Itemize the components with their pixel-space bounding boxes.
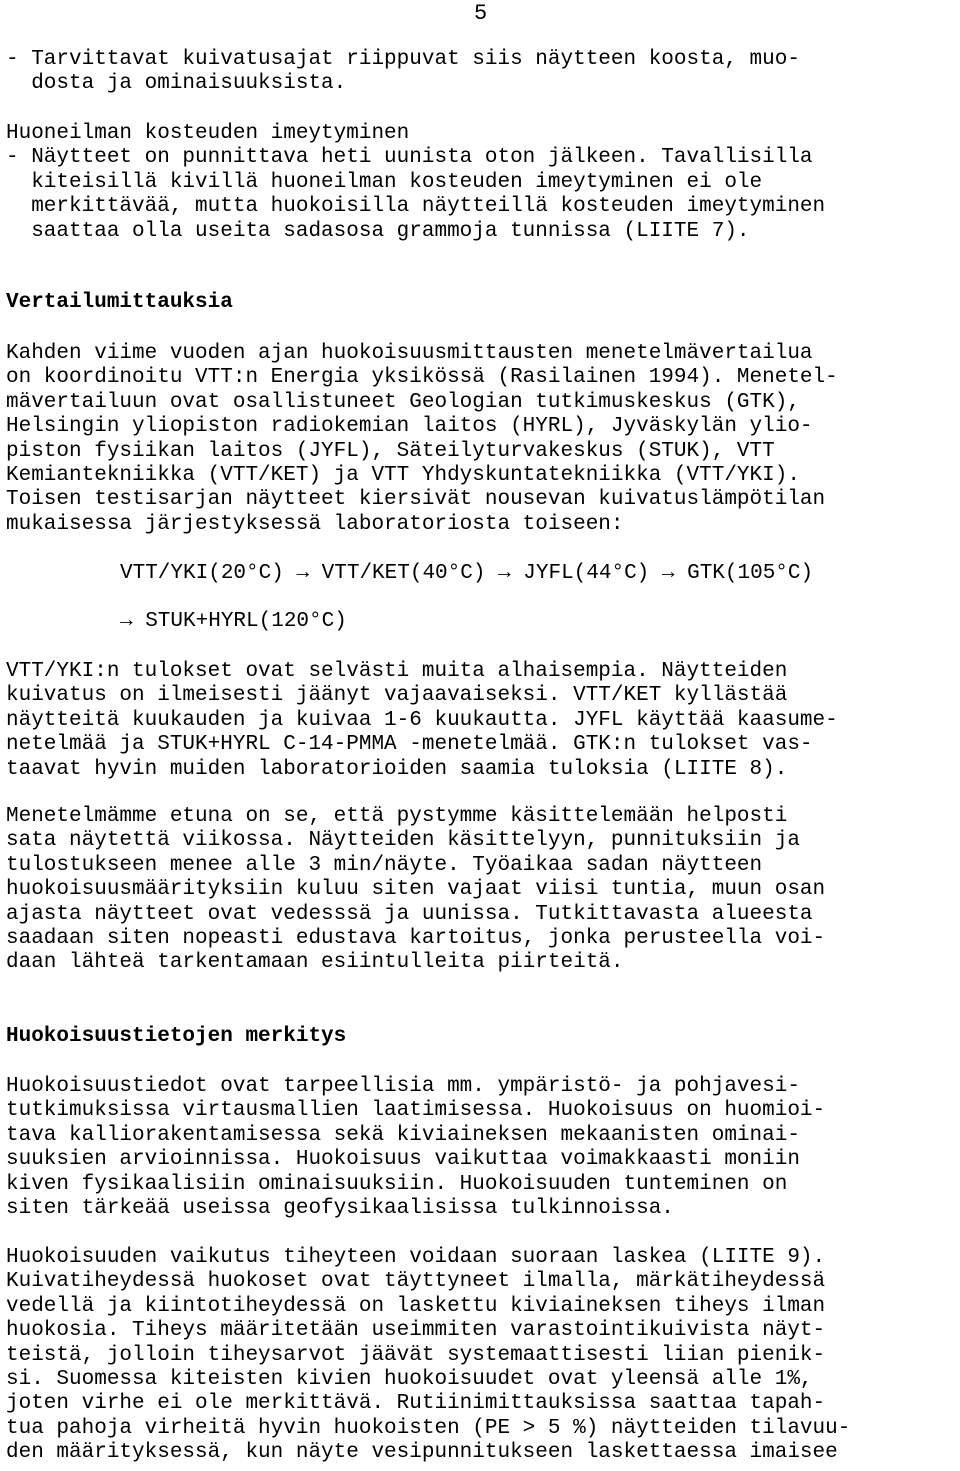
text-line: tava kalliorakentamisessa sekä kiviaineksen mekaanisten ominai-	[6, 1123, 800, 1147]
lab-order-flow	[6, 562, 956, 586]
significance-paragraph	[6, 1075, 956, 1221]
text-line: kiven fysikaalisiin ominaisuuksiin. Huokoisuuden tunteminen on	[6, 1172, 788, 1196]
text-line: joten virhe ei ole merkittävä. Rutiinimittauksissa saattaa tapah-	[6, 1392, 826, 1416]
text-line: - Tarvittavat kuivatusajat riippuvat siis näytteen koosta, muo-	[6, 48, 800, 71]
page-number: 5	[474, 1, 488, 26]
density-paragraph	[6, 1246, 956, 1466]
flow-line-2: → STUK+HYRL(120°C)	[120, 610, 347, 633]
text-line: taavat hyvin muiden laboratorioiden saamia tuloksia (LIITE 8).	[6, 757, 788, 781]
text-line: tutkimuksissa virtausmallien laatimisessa. Huokoisuus on huomioi-	[6, 1099, 826, 1123]
humidity-absorption-section	[6, 122, 956, 244]
text-line: on koordinoitu VTT:n Energia yksikössä (Rasilainen 1994). Menetel-	[6, 366, 838, 390]
text-line: mävertailuun ovat osallistuneet Geologian tutkimuskeskus (GTK),	[6, 390, 800, 414]
text-line: vedellä ja kiintotiheydessä on laskettu kiviaineksen tiheys ilman	[6, 1294, 826, 1318]
text-line: si. Suomessa kiteisten kivien huokoisuudet ovat yleensä alle 1%,	[6, 1367, 813, 1391]
text-line: Menetelmämme etuna on se, että pystymme käsittelemään helposti	[6, 805, 788, 828]
section-heading-significance	[6, 1025, 956, 1049]
drying-note	[6, 48, 956, 97]
text-line: suuksien arvioinnissa. Huokoisuus vaikuttaa voimakkaasti moniin	[6, 1148, 800, 1172]
flow-line-1: VTT/YKI(20°C) → VTT/KET(40°C) → JYFL(44°C) → GTK(105°C)	[120, 562, 814, 585]
comparison-paragraph	[6, 342, 956, 537]
text-line: siten tärkeää useissa geofysikaalisissa tulkinnoissa.	[6, 1196, 674, 1220]
subheading: Huoneilman kosteuden imeytyminen	[6, 122, 410, 145]
text-line: huokoisuusmäärityksiin kuluu siten vajaat viisi tuntia, muun osan	[6, 878, 826, 902]
text-line: Helsingin yliopiston radiokemian laitos (HYRL), Jyväskylän ylio-	[6, 415, 813, 439]
text-line: piston fysiikan laitos (JYFL), Säteilyturvakeskus (STUK), VTT	[6, 439, 775, 463]
text-line: sata näytettä viikossa. Näytteiden käsittelyyn, punnituksiin ja	[6, 829, 800, 853]
lab-order-flow-continued	[6, 610, 956, 634]
text-line: ajasta näytteet ovat vedesssä ja uunissa. Tutkittavasta alueesta	[6, 902, 813, 926]
text-line: Kahden viime vuoden ajan huokoisuusmittausten menetelmävertailua	[6, 342, 813, 365]
text-line: Kemiantekniikka (VTT/KET) ja VTT Yhdyskuntatekniikka (VTT/YKI).	[6, 463, 800, 487]
text-line: netelmää ja STUK+HYRL C-14-PMMA -menetelmää. GTK:n tulokset vas-	[6, 733, 813, 757]
text-line: Toisen testisarjan näytteet kiersivät nousevan kuivatuslämpötilan	[6, 488, 826, 512]
text-line: Kuivatiheydessä huokoset ovat täyttyneet ilmalla, märkätiheydessä	[6, 1270, 826, 1294]
text-line: den määrityksessä, kun näyte vesipunnitukseen laskettaessa imaisee	[6, 1441, 838, 1465]
text-line: daan lähteä tarkentamaan esiintulleita piirteitä.	[6, 951, 624, 975]
text-line: näytteitä kuukauden ja kuivaa 1-6 kuukautta. JYFL käyttää kaasume-	[6, 708, 838, 732]
text-line: merkittävää, mutta huokoisilla näytteillä kosteuden imeytyminen	[6, 195, 826, 219]
text-line: mukaisessa järjestyksessä laboratoriosta toiseen:	[6, 512, 624, 536]
text-line: dosta ja ominaisuuksista.	[6, 72, 347, 96]
text-line: Huokoisuustiedot ovat tarpeellisia mm. ympäristö- ja pohjavesi-	[6, 1075, 800, 1098]
text-line: kuivatus on ilmeisesti jäänyt vajaavaiseksi. VTT/KET kyllästää	[6, 684, 788, 708]
section-heading: Huokoisuustietojen merkitys	[6, 1025, 347, 1048]
text-line: tulostukseen menee alle 3 min/näyte. Työaikaa sadan näytteen	[6, 853, 763, 877]
text-line: saattaa olla useita sadasosa grammoja tunnissa (LIITE 7).	[6, 219, 750, 243]
text-line: tua pahoja virheitä hyvin huokoisten (PE > 5 %) näytteiden tilavuu-	[6, 1416, 851, 1440]
section-heading: Vertailumittauksia	[6, 291, 233, 314]
text-line: kiteisillä kivillä huoneilman kosteuden imeytyminen ei ole	[6, 170, 763, 194]
text-line: VTT/YKI:n tulokset ovat selvästi muita alhaisempia. Näytteiden	[6, 660, 788, 683]
text-line: saadaan siten nopeasti edustava kartoitus, jonka perusteella voi-	[6, 926, 826, 950]
results-paragraph	[6, 660, 956, 782]
method-advantage-paragraph	[6, 805, 956, 976]
text-line: huokosia. Tiheys määritetään useimmiten varastointikuivista näyt-	[6, 1319, 826, 1343]
text-line: teistä, jolloin tiheysarvot jäävät systemaattisesti liian pienik-	[6, 1343, 826, 1367]
text-line: Huokoisuuden vaikutus tiheyteen voidaan suoraan laskea (LIITE 9).	[6, 1246, 826, 1269]
text-line: - Näytteet on punnittava heti uunista oton jälkeen. Tavallisilla	[6, 146, 813, 170]
section-heading-comparison	[6, 291, 956, 315]
